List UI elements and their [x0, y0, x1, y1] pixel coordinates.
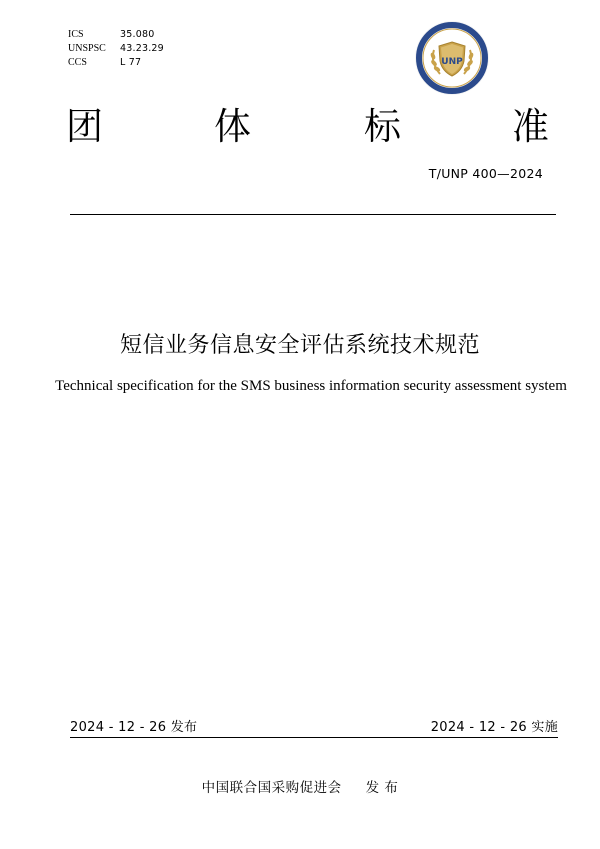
title-english: Technical specification for the SMS business information security assessment system	[55, 378, 567, 394]
ics-value: 35.080	[120, 29, 155, 40]
publisher-line: 中国联合国采购促进会 发 布	[201, 780, 399, 796]
title-chinese: 短信业务信息安全评估系统技术规范	[119, 333, 480, 358]
heading-char-1: 团	[66, 107, 103, 148]
heading-char-2: 体	[214, 107, 251, 148]
unspsc-label: UNSPSC	[68, 43, 106, 54]
svg-text:UNP: UNP	[441, 57, 463, 67]
heading-char-3: 标	[364, 107, 401, 148]
publish-date: 2024 - 12 - 26 发布	[70, 720, 198, 735]
unp-seal-icon	[414, 20, 490, 96]
heading-char-4: 准	[512, 107, 549, 148]
unspsc-value: 43.23.29	[120, 43, 164, 54]
ics-label: ICS	[68, 29, 84, 40]
implement-date: 2024 - 12 - 26 实施	[430, 720, 558, 735]
ccs-label: CCS	[68, 57, 87, 68]
standard-number: T/UNP 400—2024	[428, 166, 543, 181]
top-divider	[70, 214, 556, 215]
bottom-divider	[70, 737, 558, 738]
ccs-value: L 77	[120, 57, 142, 68]
unp-logo	[414, 20, 490, 96]
